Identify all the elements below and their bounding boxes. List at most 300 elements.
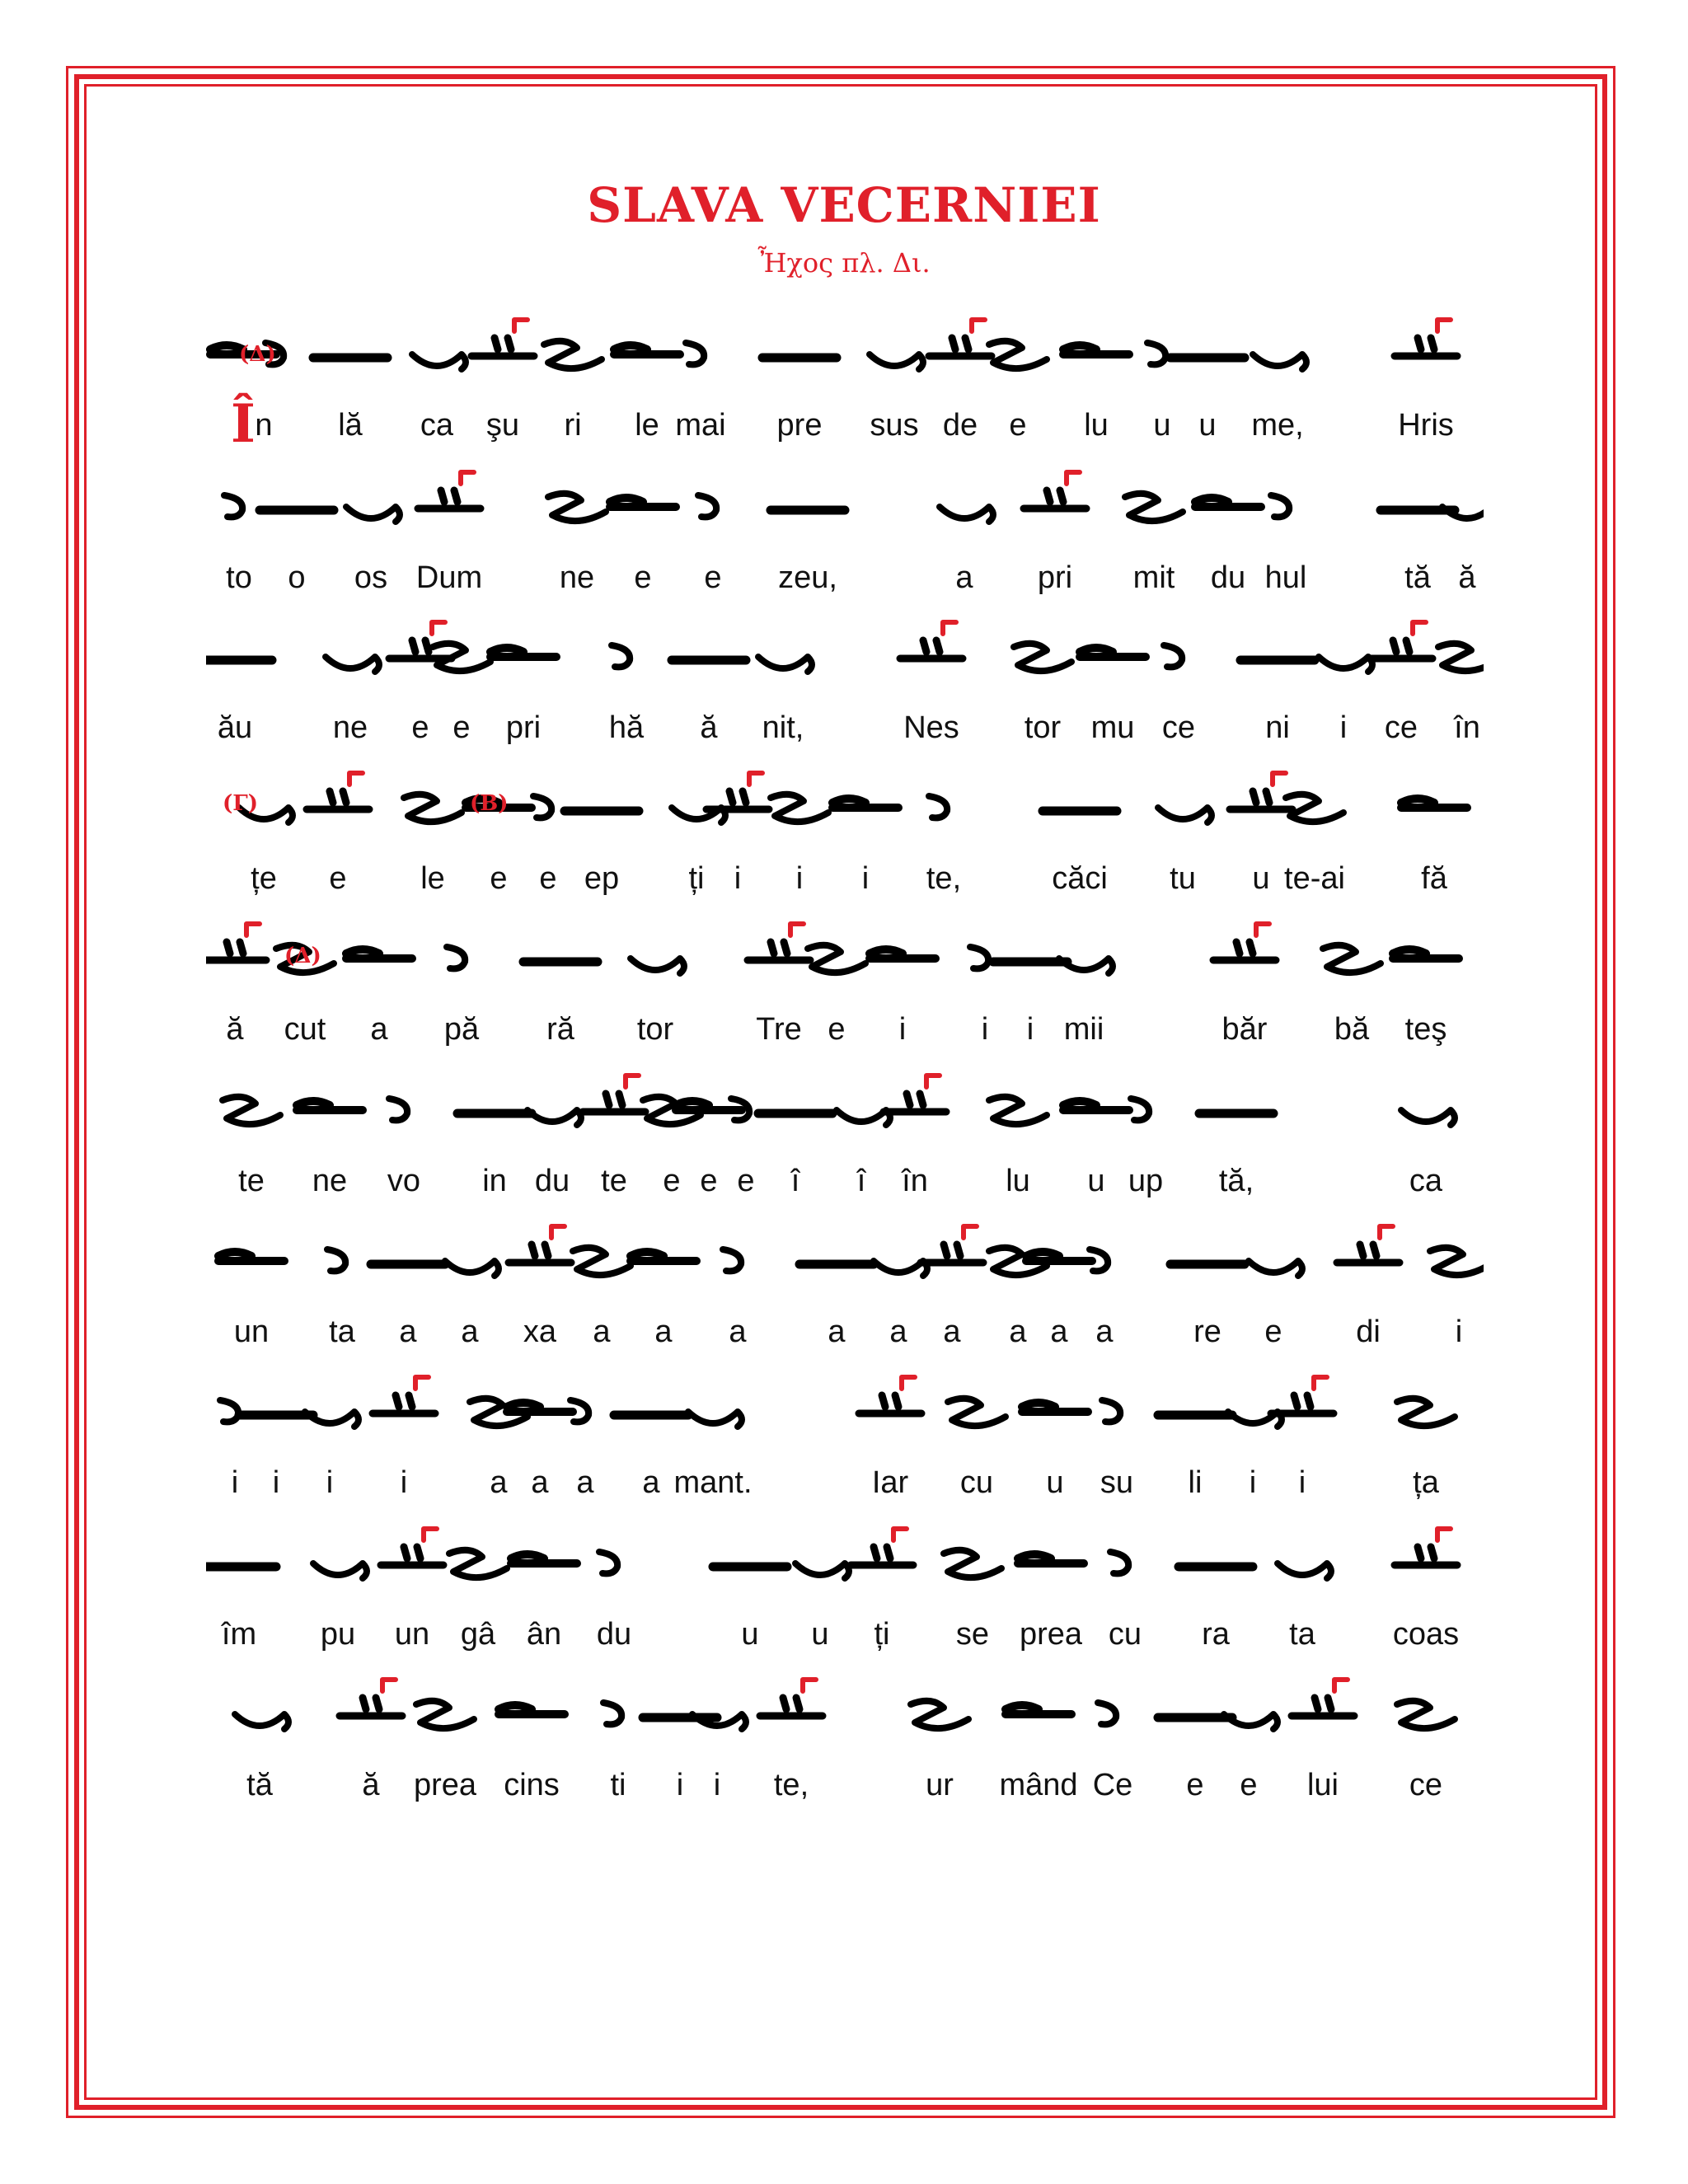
neume-stroke [346,949,412,958]
neume-stroke [416,1701,474,1728]
neume-stroke [1393,949,1459,958]
neume-staff-line [206,1526,1484,1617]
lyric-syllable: i [1298,1465,1306,1500]
neume-stroke [1080,648,1146,657]
lyric-syllable: os [354,560,388,595]
neume-stroke [688,1412,742,1427]
lyric-syllable: teş [1404,1012,1447,1047]
lyric-syllable: i [231,1465,239,1500]
lyric-syllable: vo [387,1164,421,1198]
neume-stroke [929,338,992,356]
lyric-syllable: hul [1264,560,1307,595]
lyric-syllable: i [272,1465,280,1500]
neume-stroke [511,1554,577,1563]
lyric-syllable: i [981,1012,989,1047]
lyric-syllable: cu [1108,1617,1142,1652]
neume-stroke [610,498,676,507]
neume-stroke [507,1403,573,1412]
lyric-syllable: e [737,1164,755,1198]
neume-stroke [1395,338,1457,356]
neume-stroke [1397,1399,1455,1426]
lyric-syllable: e [411,710,429,745]
lyric-syllable: tă [246,1768,273,1802]
neume-stroke [1442,507,1484,522]
neume-stroke [389,1099,407,1120]
lyric-syllable: i [1339,710,1348,745]
lyric-syllable: ta [1289,1617,1315,1652]
lyric-syllable: i [861,861,870,896]
lyric-syllable: Dum [415,560,483,595]
lyric-syllable: pri [505,710,542,745]
lyric-syllable: a [889,1315,907,1349]
neume-stroke [447,947,465,968]
fthora-marker: (Δ) [239,342,276,367]
lyric-syllable: pă [443,1012,480,1047]
neume-stroke [1026,1252,1092,1261]
neume-stroke [698,495,716,517]
lyric-syllable: e [1186,1768,1204,1802]
neume-stroke [1323,945,1381,972]
lyric-syllable: ți [874,1617,890,1652]
neume-staff-line [206,470,1484,560]
neume-stroke [686,343,704,364]
lyric-syllable: e [634,560,652,595]
lyric-syllable: li [1188,1465,1203,1500]
neume-stroke [1125,494,1183,521]
lyric-syllable: băr [1221,1012,1268,1047]
lyric-syllable: up [1128,1164,1164,1198]
neume-stroke [832,799,898,808]
neume-stroke [235,1714,288,1729]
neume-stroke [1437,1529,1451,1540]
neume-stroke [404,794,462,822]
lyric-syllable: cu [959,1465,994,1500]
neume-stroke [1397,1701,1455,1728]
lyric-syllable: o [288,560,306,595]
neume-stroke [551,1226,565,1238]
lyric-syllable: di [1356,1315,1381,1349]
lyric-syllable: te, [773,1768,809,1802]
neume-row-drawing [206,470,1484,560]
neume-stroke [1438,644,1484,671]
lyric-syllable: u [1087,1164,1105,1198]
lyric-syllable: a [1050,1315,1068,1349]
neume-stroke [921,1244,983,1263]
lyric-syllable: ău [217,710,253,745]
neume-stroke [859,1395,921,1413]
neume-stroke [1063,1101,1129,1110]
neume-stroke [499,1705,565,1714]
lyric-syllable: se [955,1617,990,1652]
neume-stroke [418,490,481,509]
neume-stroke [1395,1547,1457,1565]
lyric-syllable: ne [312,1164,348,1198]
neume-stroke [533,796,551,818]
lyric-syllable: tor [636,1012,674,1047]
neume-row-drawing [206,921,1484,1012]
lyric-syllable: lui [1306,1768,1339,1802]
neume-stroke [1273,773,1286,785]
lyric-syllable: tă [1404,560,1431,595]
neume-stroke [1024,490,1086,509]
lyric-syllable: ni [1265,710,1290,745]
neume-stroke [612,645,630,667]
neume-stroke [1271,495,1289,517]
lyric-syllable: e [700,1164,718,1198]
neume-stroke [1249,1261,1302,1276]
neume-stroke [1278,1563,1331,1578]
lyric-syllable: tor [1024,710,1062,745]
lyrics-line [206,1012,1484,1062]
lyric-syllable: e [1240,1768,1258,1802]
neume-staff-line [206,771,1484,861]
neume-stroke [790,924,804,935]
neume-stroke [1147,343,1165,364]
lyric-syllable: ța [1413,1465,1439,1500]
lyric-syllable: e [1264,1315,1282,1349]
lyric-syllable: lu [1084,408,1109,443]
lyric-syllable: tă, [1218,1164,1254,1198]
neume-stroke [1253,354,1306,369]
lyric-syllable: su [1100,1465,1134,1500]
lyric-syllable: mu [1090,710,1135,745]
lyric-syllable: te [238,1164,265,1198]
lyric-syllable: de [942,408,978,443]
lyric-syllable: zeu, [778,560,837,595]
lyric-syllable: nit, [762,710,804,745]
neume-stroke [514,320,528,331]
neume-stroke [224,495,242,517]
lyric-syllable: u [1153,408,1171,443]
lyric-syllable: ca [1409,1164,1443,1198]
neume-stroke [1110,1552,1128,1573]
lyrics-line [206,1164,1484,1213]
lyric-syllable: a [370,1012,388,1047]
neume-staff-line [206,1375,1484,1465]
lyric-syllable: ce [1384,710,1418,745]
lyric-syllable: u [1198,408,1217,443]
lyric-syllable: țe [251,861,277,896]
neume-stroke [1131,1099,1149,1120]
lyrics-line [206,861,1484,911]
neume-stroke [943,622,956,634]
neume-stroke [307,791,369,809]
lyric-syllable: cut [284,1012,326,1047]
lyric-syllable: e [828,1012,846,1047]
neume-stroke [603,1703,621,1724]
neume-stroke [1430,1248,1484,1275]
neume-staff-line [206,921,1484,1012]
lyric-syllable: i [676,1768,684,1802]
neume-row-drawing [206,1677,1484,1768]
lyric-syllable: xa [523,1315,557,1349]
neume-stroke [771,794,828,822]
lyric-syllable: i [326,1465,334,1500]
lyric-syllable: Ce [1092,1768,1133,1802]
lyric-syllable: mit [1132,560,1175,595]
page-title: SLAVA VECERNIEI [587,177,1101,233]
lyric-syllable: re [1193,1315,1221,1349]
neume-stroke [382,1680,396,1691]
neume-stroke [1164,645,1182,667]
lyric-syllable: cins [504,1768,560,1802]
neume-stroke [573,1248,631,1275]
lyric-syllable: şu [485,408,520,443]
lyric-syllable: Hris [1398,408,1454,443]
neume-stroke [583,1094,645,1112]
lyric-syllable: ră [546,1012,574,1047]
lyric-syllable: a [593,1315,611,1349]
neume-row-drawing [206,1375,1484,1465]
lyric-syllable: a [1095,1315,1114,1349]
neume-stroke [1098,1703,1116,1724]
neume-stroke [346,507,400,522]
lyric-syllable: îm [221,1617,257,1652]
lyric-syllable: a [576,1465,594,1500]
neume-stroke [1256,924,1269,935]
lyric-syllable: ă [226,1012,244,1047]
neume-stroke [870,354,923,369]
neume-row-drawing [206,620,1484,710]
lyrics-line [206,1768,1484,1817]
neume-stroke [297,1101,363,1110]
lyric-syllable: in [482,1164,507,1198]
neume-stroke [432,622,445,634]
neume-stroke [631,958,684,973]
neume-stroke [626,1076,639,1087]
lyric-syllable: du [534,1164,570,1198]
lyric-syllable: i [795,861,804,896]
lyric-syllable: i [400,1465,408,1500]
neume-stroke [1067,472,1080,484]
neume-stroke [884,1094,946,1112]
lyric-syllable: sus [870,408,919,443]
neume-stroke [1102,1400,1120,1422]
neume-row-drawing [206,771,1484,861]
lyric-syllable: te-ai [1284,861,1345,896]
neume-stroke [1022,1403,1088,1412]
neume-stroke [1158,808,1212,823]
neume-stroke [795,1563,849,1578]
lyric-syllable: bă [1334,1012,1370,1047]
neume-stroke [902,1377,915,1389]
neume-stroke [926,1076,940,1087]
lyric-syllable: hă [608,710,645,745]
lyric-syllable: î [790,1164,800,1198]
lyric-syllable: i [1455,1315,1463,1349]
lyric-syllable: lu [1006,1164,1030,1198]
neume-stroke [748,942,810,960]
neume-stroke [218,1252,284,1261]
neume-stroke [1195,498,1261,507]
neume-stroke [676,1101,742,1110]
lyrics-line [206,1465,1484,1515]
neume-staff-line [206,1677,1484,1768]
neume-stroke [900,640,963,658]
lyric-syllable: ă [1458,560,1476,595]
lyric-syllable: a [461,1315,479,1349]
lyric-syllable: în [902,1164,928,1198]
neume-stroke [445,1261,499,1276]
lyric-syllable: un [394,1617,430,1652]
lyric-syllable: le [420,861,445,896]
neume-stroke [449,1550,507,1577]
lyric-syllable: i [1026,1012,1034,1047]
neume-stroke [808,945,865,972]
lyric-syllable: ă [700,710,718,745]
neume-row-drawing [206,1526,1484,1617]
neume-stroke [327,1249,345,1271]
lyric-syllable: ce [1161,710,1196,745]
neume-stroke [313,1563,367,1578]
neume-stroke [803,1680,816,1691]
neume-stroke [1413,622,1426,634]
lyrics-line [206,710,1484,760]
neume-stroke [749,773,762,785]
neume-stroke [415,1377,429,1389]
lyrics-line [206,1617,1484,1666]
neume-stroke [461,472,474,484]
lyric-syllable: a [943,1315,961,1349]
neume-stroke [760,1698,823,1716]
lyric-syllable: pri [1037,560,1073,595]
neume-stroke [1401,799,1467,808]
neume-stroke [1334,1680,1348,1691]
neume-stroke [948,1399,1006,1426]
lyric-syllable: u [811,1617,829,1652]
neume-stroke [490,648,556,657]
neume-stroke [851,1547,913,1565]
lyric-syllable: le [635,408,659,443]
lyric-syllable: pre [776,408,823,443]
lyric-syllable: e [329,861,347,896]
lyric-syllable: Iar [871,1465,909,1500]
neume-stroke [1006,1705,1071,1714]
neume-stroke [1271,1395,1334,1413]
neume-stroke [381,1547,443,1565]
neume-stroke [471,338,534,356]
lyric-syllable: te [601,1164,627,1198]
lyric-syllable: ne [332,710,368,745]
lyric-syllable: mai [675,408,726,443]
lyric-syllable: e [1009,408,1027,443]
lyric-syllable: ep [584,861,620,896]
neume-stroke [599,1552,617,1573]
neume-stroke [1292,1698,1354,1716]
neume-stroke [972,320,985,331]
lyric-syllable: a [531,1465,549,1500]
lyrics-line [206,393,1484,457]
lyric-syllable: gâ [460,1617,496,1652]
lyric-syllable: u [741,1617,759,1652]
lyric-syllable: ne [559,560,595,595]
lyric-syllable: a [642,1465,660,1500]
lyric-syllable: u [1046,1465,1064,1500]
neume-stroke [631,1252,696,1261]
lyric-syllable: lă [338,408,363,443]
neume-staff-line [206,620,1484,710]
lyric-syllable: ce [1409,1768,1443,1802]
neume-stroke [1230,791,1292,809]
lyric-syllable: în [1454,710,1480,745]
lyric-syllable: ta [329,1315,355,1349]
neume-stroke [989,1097,1047,1124]
neume-stroke [1018,1554,1084,1563]
neume-stroke [989,341,1047,368]
neume-stroke [220,1400,238,1422]
lyric-syllable: u [1252,861,1270,896]
neume-stroke [1401,1110,1455,1125]
fthora-marker: (Β) [470,791,509,816]
lyric-syllable: ân [526,1617,562,1652]
lyric-syllable: a [955,560,973,595]
lyric-syllable: ți [688,861,705,896]
neume-stroke [544,341,602,368]
lyric-syllable: un [233,1315,270,1349]
lyric-syllable: ra [1202,1617,1230,1652]
mode-signature: Ἦχος πλ. Δι. [757,247,931,279]
lyric-syllable: e [663,1164,681,1198]
lyric-syllable: i [734,861,742,896]
neume-stroke [706,791,769,809]
neume-stroke [424,1529,437,1540]
neume-stroke [614,345,680,354]
lyric-syllable: tu [1170,861,1196,896]
neume-stroke [1063,345,1129,354]
lyric-syllable: e [452,710,471,745]
lyric-syllable: n [255,408,273,443]
lyric-syllable: Nes [903,710,959,745]
neume-stroke [223,1097,280,1124]
lyric-syllable: Tre [756,1012,802,1047]
lyric-syllable: căci [1052,861,1108,896]
neume-stroke [412,354,466,369]
lyric-syllable: mii [1063,1012,1104,1047]
lyric-syllable: a [490,1465,508,1500]
lyrics-line [206,1315,1484,1364]
lyric-syllable: du [1210,560,1246,595]
lyric-syllable: fă [1421,861,1447,896]
neume-stroke [964,1226,977,1238]
neume-row-drawing [206,1224,1484,1315]
neume-stroke [1314,1377,1327,1389]
lyric-syllable: pu [320,1617,356,1652]
neume-staff-line [206,1224,1484,1315]
neume-row-drawing [206,1073,1484,1164]
neume-stroke [893,1529,907,1540]
lyric-syllable: e [490,861,508,896]
neume-stroke [911,1701,968,1728]
neume-stroke [940,507,993,522]
lyric-syllable: a [1009,1315,1027,1349]
lyric-syllable: i [1249,1465,1257,1500]
lyric-syllable: ca [420,408,454,443]
neume-stroke [929,796,947,818]
neume-stroke [870,949,935,958]
lyric-syllable: du [596,1617,632,1652]
neume-row-drawing [206,317,1484,408]
neume-stroke [548,494,606,521]
lyric-syllable: coas [1392,1617,1460,1652]
lyric-syllable: me, [1251,408,1304,443]
initial-letter: Î [231,393,256,455]
fthora-marker: (Γ) [223,791,259,816]
lyric-syllable: ti [610,1768,626,1802]
lyric-syllable: i [713,1768,721,1802]
lyric-syllable: ur [926,1768,954,1802]
neume-stroke [326,657,379,672]
neume-stroke [1319,657,1372,672]
